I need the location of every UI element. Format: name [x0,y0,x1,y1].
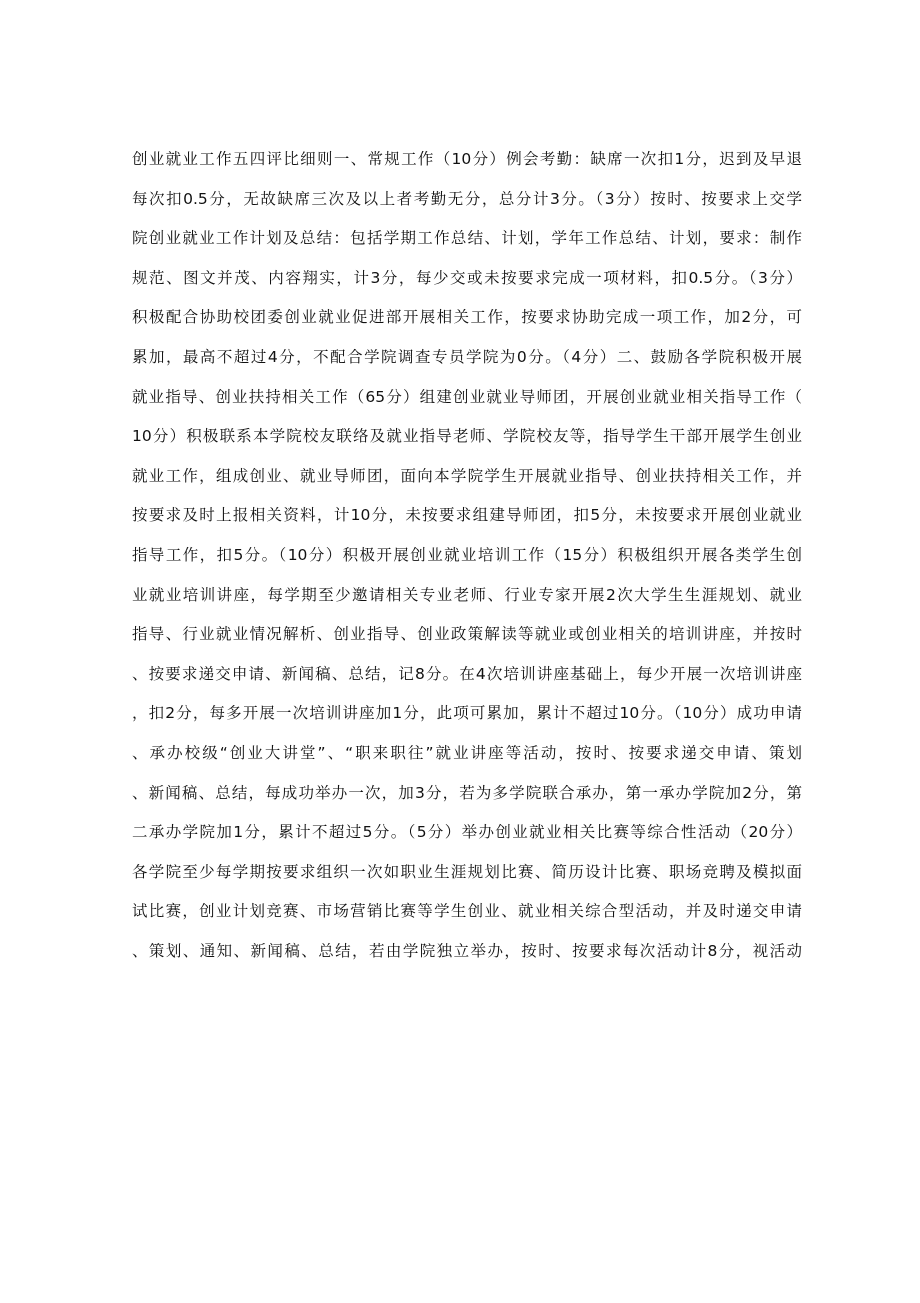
text-line: 、新闻稿、总结，每成功举办一次，加3分，若为多学院联合承办，第一承办学院加2分，第 [132,783,802,802]
text-line: 院创业就业工作计划及总结：包括学期工作总结、计划，学年工作总结、计划，要求：制作 [132,229,802,248]
text-line: 按要求及时上报相关资料，计10分，未按要求组建导师团，扣5分，未按要求开展创业就业 [132,506,802,525]
text-line: 就业指导、创业扶持相关工作（65分）组建创业就业导师团，开展创业就业相关指导工作（ [132,387,802,406]
text-line: 、策划、通知、新闻稿、总结，若由学院独立举办，按时、按要求每次活动计8分，视活动 [132,941,802,960]
text-line: 试比赛，创业计划竞赛、市场营销比赛等学生创业、就业相关综合型活动，并及时递交申请 [132,902,802,921]
text-line: 、按要求递交申请、新闻稿、总结，记8分。在4次培训讲座基础上，每少开展一次培训讲座 [132,664,802,683]
text-line: 积极配合协助校团委创业就业促进部开展相关工作，按要求协助完成一项工作，加2分，可 [132,308,802,327]
body-text [132,140,802,971]
text-line: 指导、行业就业情况解析、创业指导、创业政策解读等就业或创业相关的培训讲座，并按时 [132,625,802,644]
text-line: 10分）积极联系本学院校友联络及就业指导老师、学院校友等，指导学生干部开展学生创业 [132,427,802,446]
text-line: 规范、图文并茂、内容翔实，计3分，每少交或未按要求完成一项材料，扣0.5分。（3分） [132,268,802,287]
text-line: 就业工作，组成创业、就业导师团，面向本学院学生开展就业指导、创业扶持相关工作，并 [132,466,802,485]
text-line: 各学院至少每学期按要求组织一次如职业生涯规划比赛、简历设计比赛、职场竞聘及模拟面 [132,862,802,881]
text-line: 累加，最高不超过4分，不配合学院调查专员学院为0分。（4分）二、鼓励各学院积极开展 [132,347,802,366]
text-line: 每次扣0.5分，无故缺席三次及以上者考勤无分，总分计3分。（3分）按时、按要求上交学 [132,189,802,208]
text-line: 业就业培训讲座，每学期至少邀请相关专业老师、行业专家开展2次大学生生涯规划、就业 [132,585,802,604]
text-line: 二承办学院加1分，累计不超过5分。（5分）举办创业就业相关比赛等综合性活动（20分） [132,823,802,842]
text-line: 、承办校级“创业大讲堂”、“职来职往”就业讲座等活动，按时、按要求递交申请、策划 [132,743,802,762]
text-line: 指导工作，扣5分。（10分）积极开展创业就业培训工作（15分）积极组织开展各类学生创 [132,545,802,564]
text-line: 创业就业工作五四评比细则一、常规工作（10分）例会考勤：缺席一次扣1分，迟到及早退 [132,150,802,168]
text-line: ，扣2分，每多开展一次培训讲座加1分，此项可累加，累计不超过10分。（10分）成功申请 [132,704,802,723]
